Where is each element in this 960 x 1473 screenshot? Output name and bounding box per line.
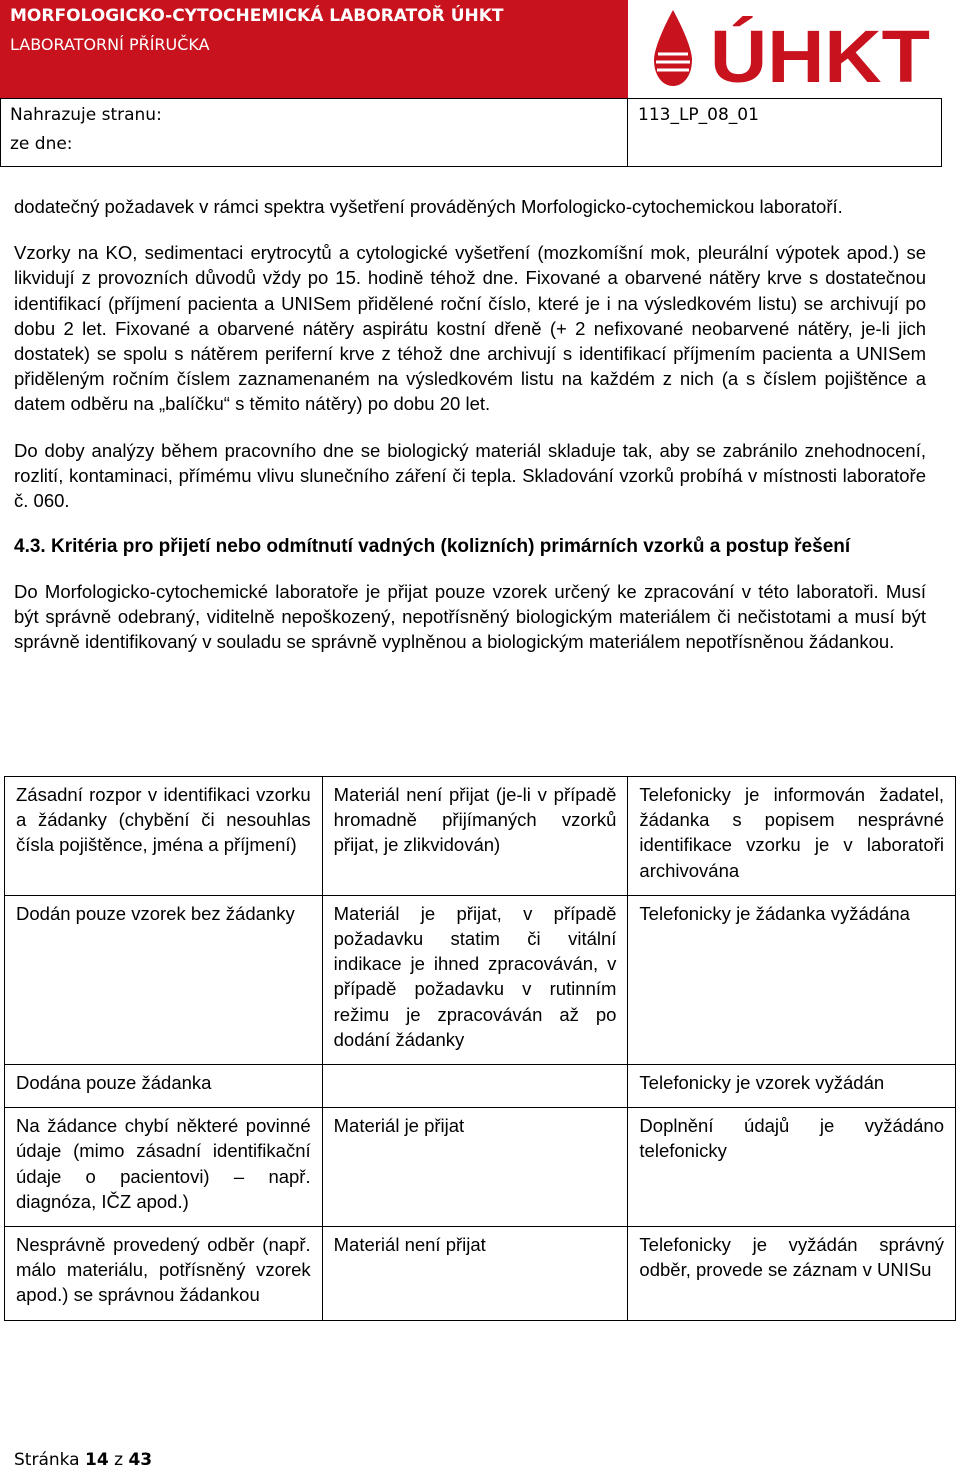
paragraph-2: Vzorky na KO, sedimentaci erytrocytů a cytologické vyšetření (mozkomíšní mok, pleurální výpotek apod.) se likvidují z provozních důvodů vždy po 15. hodině téhož dne. Fixované a obarvené nátěry krve s dostatečnou identifikací (příjmení pacienta a UNISem přidělené roční číslo, které je i na výsledkovém listu) se archivují po dobu 2 let. Fixované a obarvené nátěry aspirátu kostní dřeně (+ 2 nefixované neobarvené nátěry, je-li jich dostatek) se spolu s nátěrem periferní krve z téhož dne archivují s identifikací příjmením pacienta a UNISem přiděleným ročním číslem zaznamenaném na výsledkovém listu na každém z nich (a s číslem pojištěnce a datem odběru na „balíčku“ s těmito nátěry) po dobu 20 let. (14, 242, 926, 415)
resolution-cell: Telefonicky je informován žadatel, žádanka s popisem nesprávné identifikace vzorku je v laboratoři archivována (628, 777, 956, 896)
header-subtitle: LABORATORNÍ PŘÍRUČKA (10, 35, 210, 54)
paragraph-4: Do Morfologicko-cytochemické laboratoře je přijat pouze vzorek určený ke zpracování v této laboratoři. Musí být správně odebraný, viditelně nepoškozený, nepotřísněný biologickým materiálem či nečistotami a musí být správně identifikovaný v souladu se správně vyplněnou a biologickým materiálem nepotřísněnou žádankou. (14, 580, 926, 653)
resolution-cell: Telefonicky je vzorek vyžádán (628, 1065, 956, 1108)
page-current: 14 (85, 1450, 109, 1470)
from-date-label: ze dne: (10, 134, 73, 154)
table-row (5, 1108, 956, 1227)
problem-cell: Nesprávně provedený odběr (např. málo materiálu, potřísněný vzorek apod.) se správnou žádankou (5, 1227, 323, 1321)
table-row (5, 1065, 956, 1108)
blood-drop-logo-icon (650, 8, 696, 88)
page-of: z (114, 1450, 124, 1470)
criteria-table (4, 776, 956, 1321)
table-row (5, 1227, 956, 1321)
document-code: 113_LP_08_01 (638, 105, 759, 125)
problem-cell: Na žádance chybí některé povinné údaje (mimo zásadní identifikační údaje o pacientovi) – např. diagnóza, IČZ apod.) (5, 1108, 323, 1227)
section-heading: 4.3. Kritéria pro přijetí nebo odmítnutí vadných (kolizních) primárních vzorků a postup řešení (14, 536, 851, 558)
action-cell: Materiál není přijat (322, 1227, 628, 1321)
table-row (5, 895, 956, 1064)
action-cell: Materiál je přijat, v případě požadavku statim či vitální indikace je ihned zpracováván, v případě požadavku v rutinním režimu je zpracováván až po dodání žádanky (322, 895, 628, 1064)
svg-text:ÚHKT: ÚHKT (710, 15, 930, 92)
resolution-cell: Telefonicky je vyžádán správný odběr, provede se záznam v UNISu (628, 1227, 956, 1321)
action-cell: Materiál je přijat (322, 1108, 628, 1227)
table-row (5, 777, 956, 896)
page-total: 43 (128, 1450, 153, 1470)
page-label: Stránka (14, 1450, 80, 1470)
header-divider (627, 98, 628, 167)
resolution-cell: Telefonicky je žádanka vyžádána (628, 895, 956, 1064)
problem-cell: Dodána pouze žádanka (5, 1065, 323, 1108)
paragraph-1: dodatečný požadavek v rámci spektra vyšetření prováděných Morfologicko-cytochemickou laboratoří. (14, 196, 843, 217)
action-cell (322, 1065, 628, 1108)
document-body (14, 194, 926, 675)
paragraph-3: Do doby analýzy během pracovního dne se biologický materiál skladuje tak, aby se zabránilo znehodnocení, rozlití, kontaminaci, přímému vlivu slunečního záření či tepla. Skladování vzorků probíhá v místnosti laboratoře č. 060. (14, 439, 926, 512)
header-title: MORFOLOGICKO-CYTOCHEMICKÁ LABORATOŘ ÚHKT (10, 6, 504, 26)
document-header (0, 0, 942, 167)
page-footer (14, 1450, 152, 1470)
action-cell: Materiál není přijat (je-li v případě hromadně přijímaných vzorků přijat, je zlikvidován) (322, 777, 628, 896)
replaces-page-label: Nahrazuje stranu: (10, 105, 162, 125)
uhkt-logo-text (710, 6, 932, 92)
problem-cell: Dodán pouze vzorek bez žádanky (5, 895, 323, 1064)
problem-cell: Zásadní rozpor v identifikaci vzorku a žádanky (chybění či nesouhlas čísla pojištěnce, jména a příjmení) (5, 777, 323, 896)
resolution-cell: Doplnění údajů je vyžádáno telefonicky (628, 1108, 956, 1227)
